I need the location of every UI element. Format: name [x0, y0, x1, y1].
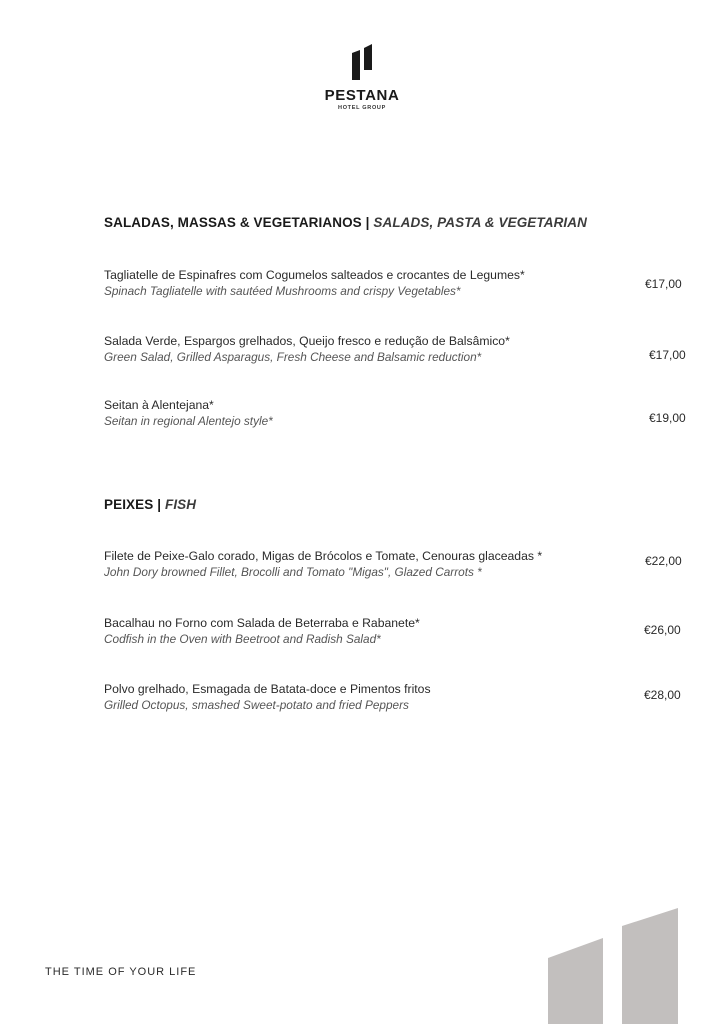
decoration-bar-right — [622, 908, 678, 1024]
section-title-en: SALADS, PASTA & VEGETARIAN — [373, 215, 587, 230]
dish-name-pt: Salada Verde, Espargos grelhados, Queijo fresco e redução de Balsâmico* — [104, 334, 510, 348]
dish-name-en: John Dory browned Fillet, Brocolli and Tomato "Migas", Glazed Carrots * — [104, 565, 482, 579]
section-title-pt: SALADAS, MASSAS & VEGETARIANOS | — [104, 215, 370, 230]
dish-name-pt: Polvo grelhado, Esmagada de Batata-doce e Pimentos fritos — [104, 682, 431, 696]
menu-item — [104, 334, 694, 374]
brand-logo — [310, 44, 414, 111]
dish-price: €26,00 — [644, 623, 681, 637]
section-title-pt: PEIXES | — [104, 497, 162, 512]
menu-item — [104, 549, 694, 589]
menu-item — [104, 268, 694, 308]
menu-item — [104, 682, 694, 722]
dish-price: €19,00 — [649, 411, 686, 425]
dish-price: €17,00 — [649, 348, 686, 362]
decoration-bar-left — [548, 938, 603, 1024]
pestana-bars-icon — [350, 44, 374, 80]
section-title-fish — [104, 497, 196, 512]
dish-price: €22,00 — [645, 554, 682, 568]
dish-name-en: Seitan in regional Alentejo style* — [104, 414, 273, 428]
dish-name-en: Grilled Octopus, smashed Sweet-potato and fried Peppers — [104, 698, 409, 712]
section-title-en: FISH — [164, 497, 197, 512]
dish-name-pt: Seitan à Alentejana* — [104, 398, 214, 412]
dish-price: €17,00 — [645, 277, 682, 291]
dish-name-en: Spinach Tagliatelle with sautéed Mushrooms and crispy Vegetables* — [104, 284, 461, 298]
dish-name-pt: Tagliatelle de Espinafres com Cogumelos salteados e crocantes de Legumes* — [104, 268, 525, 282]
pestana-bars-decoration — [540, 900, 724, 1024]
dish-price: €28,00 — [644, 688, 681, 702]
dish-name-pt: Bacalhau no Forno com Salada de Beterraba e Rabanete* — [104, 616, 420, 630]
tagline: THE TIME OF YOUR LIFE — [45, 966, 197, 978]
menu-item — [104, 616, 694, 656]
menu-item — [104, 398, 694, 438]
dish-name-pt: Filete de Peixe-Galo corado, Migas de Brócolos e Tomate, Cenouras glaceadas * — [104, 549, 543, 563]
dish-name-en: Green Salad, Grilled Asparagus, Fresh Cheese and Balsamic reduction* — [104, 350, 482, 364]
section-title-salads — [104, 215, 587, 230]
dish-name-en: Codfish in the Oven with Beetroot and Radish Salad* — [104, 632, 381, 646]
brand-subtitle: HOTEL GROUP — [338, 105, 386, 111]
brand-name: PESTANA — [324, 87, 400, 104]
